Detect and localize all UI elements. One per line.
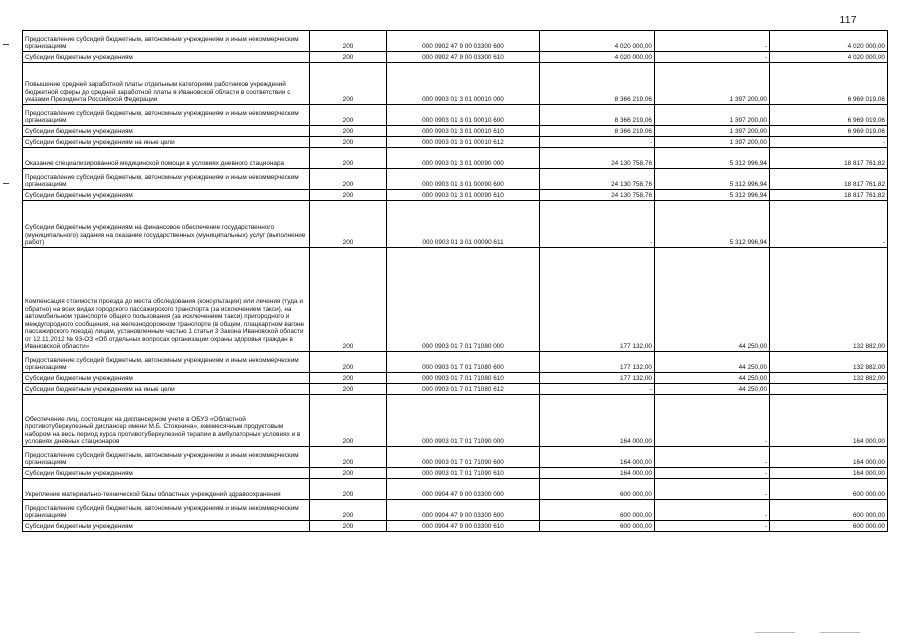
page-number: 117 <box>839 15 857 26</box>
row-value-3: - <box>770 384 888 395</box>
row-name: Субсидии бюджетным учреждениям на финансовое обеспечение государственного (муниципального) задания на оказание государственных (муниципальных) услуг (выполнение работ) <box>23 201 310 248</box>
table-row <box>23 468 888 479</box>
table-row <box>23 126 888 137</box>
row-value-1: 600 000,00 <box>540 521 655 532</box>
table-row <box>23 521 888 532</box>
row-name: Субсидии бюджетным учреждениям на иные цели <box>23 137 310 148</box>
table-row <box>23 500 888 521</box>
row-csr-code: 000 0903 01 3 01 00010 600 <box>387 105 540 126</box>
row-name: Оказание специализированной медицинской помощи в условиях дневного стационара <box>23 148 310 169</box>
row-value-3: 18 817 761,82 <box>770 148 888 169</box>
row-value-3: 18 817 761,82 <box>770 190 888 201</box>
row-csr-code: 000 0904 47 9 00 03300 000 <box>387 479 540 500</box>
margin-mark <box>3 44 9 45</box>
row-name: Компенсация стоимости проезда до места обследования (консультации) или лечения (туда и обратно) на всех видах городского пассажирского транспорта (за исключением такси), на автомобильном транспорте общего пользования (за исключением такси) пригородного и междугородного сообщения, на железнодорожном транспорте (в общем, плацкартном вагоне пассажирского поезда) лицам, установленным частью 1 статьи 3 Закона Ивановской области от 12.11.2012 № 93-ОЗ «Об отдельных вопросах организации охраны здоровья граждан в Ивановской области» <box>23 248 310 352</box>
row-name: Предоставление субсидий бюджетным, автономным учреждениям и иным некоммерческим организациям <box>23 169 310 190</box>
row-code: 200 <box>310 479 387 500</box>
table-row <box>23 248 888 352</box>
row-value-3: 6 969 019,06 <box>770 105 888 126</box>
row-value-3: 4 020 000,00 <box>770 52 888 63</box>
table-row <box>23 137 888 148</box>
table-row <box>23 190 888 201</box>
row-value-2: 5 312 996,94 <box>655 190 770 201</box>
row-code: 200 <box>310 190 387 201</box>
row-name: Обеспечение лиц, состоящих на диспансерном учете в ОБУЗ «Областной противотуберкулезный диспансер имени М.Б. Стоюнина», ежемесячным продуктовым набором на весь период курса противотуберкулезной терапии в амбулаторных условиях и в условиях дневных стационаров <box>23 395 310 447</box>
row-csr-code: 000 0903 01 3 01 00090 600 <box>387 169 540 190</box>
row-value-2: - <box>655 521 770 532</box>
table-row <box>23 447 888 468</box>
row-value-3: 164 000,00 <box>770 447 888 468</box>
table-row <box>23 169 888 190</box>
row-code: 200 <box>310 373 387 384</box>
row-code: 200 <box>310 105 387 126</box>
row-code: 200 <box>310 126 387 137</box>
row-value-1: 8 366 219,06 <box>540 105 655 126</box>
row-value-2: 1 397 200,00 <box>655 105 770 126</box>
row-csr-code: 000 0903 01 3 01 00010 000 <box>387 63 540 105</box>
row-code: 200 <box>310 447 387 468</box>
row-csr-code: 000 0903 01 7 01 71080 000 <box>387 248 540 352</box>
row-value-1: 177 132,00 <box>540 352 655 373</box>
row-code: 200 <box>310 169 387 190</box>
row-value-3: 600 000,00 <box>770 500 888 521</box>
row-csr-code: 000 0903 01 7 01 71080 610 <box>387 373 540 384</box>
row-value-3: 164 000,00 <box>770 468 888 479</box>
row-csr-code: 000 0903 01 3 01 00090 611 <box>387 201 540 248</box>
row-value-3: - <box>770 137 888 148</box>
row-value-1: 177 132,00 <box>540 373 655 384</box>
row-csr-code: 000 0903 01 7 01 71090 600 <box>387 447 540 468</box>
row-code: 200 <box>310 148 387 169</box>
row-code: 200 <box>310 248 387 352</box>
row-value-2: 44 250,00 <box>655 248 770 352</box>
row-name: Субсидии бюджетным учреждениям <box>23 190 310 201</box>
row-code: 200 <box>310 63 387 105</box>
table-row <box>23 105 888 126</box>
row-value-2: - <box>655 479 770 500</box>
row-name: Укрепление материально-технической базы областных учреждений здравоохранения <box>23 479 310 500</box>
table-row <box>23 352 888 373</box>
row-csr-code: 000 0903 01 3 01 00010 610 <box>387 126 540 137</box>
row-code: 200 <box>310 31 387 52</box>
row-value-1: 600 000,00 <box>540 479 655 500</box>
row-value-2: 5 312 996,94 <box>655 201 770 248</box>
row-value-2: - <box>655 52 770 63</box>
row-value-3: 164 000,00 <box>770 395 888 447</box>
row-value-2: - <box>655 31 770 52</box>
row-csr-code: 000 0903 01 3 01 00010 612 <box>387 137 540 148</box>
row-name: Предоставление субсидий бюджетным, автономным учреждениям и иным некоммерческим организациям <box>23 31 310 52</box>
row-value-1: 24 130 758,76 <box>540 148 655 169</box>
row-code: 200 <box>310 201 387 248</box>
row-csr-code: 000 0903 01 3 01 00090 000 <box>387 148 540 169</box>
table-row <box>23 63 888 105</box>
row-code: 200 <box>310 521 387 532</box>
row-value-1: 164 000,00 <box>540 395 655 447</box>
row-value-3: 132 882,00 <box>770 373 888 384</box>
row-value-2: 5 312 996,94 <box>655 169 770 190</box>
row-value-1: - <box>540 201 655 248</box>
row-value-3: 4 020 000,00 <box>770 31 888 52</box>
table-row <box>23 384 888 395</box>
row-csr-code: 000 0903 01 7 01 71090 610 <box>387 468 540 479</box>
row-value-1: - <box>540 384 655 395</box>
row-name: Субсидии бюджетным учреждениям <box>23 126 310 137</box>
row-csr-code: 000 0903 01 3 01 00090 610 <box>387 190 540 201</box>
row-value-2: 44 250,00 <box>655 373 770 384</box>
row-code: 200 <box>310 137 387 148</box>
table-row <box>23 479 888 500</box>
row-value-3: 600 000,00 <box>770 521 888 532</box>
row-name: Повышение средней заработной платы отдельным категориям работников учреждений бюджетной сферы до средней заработной платы в Ивановской области в соответствии с указами Президента Российской Федерации <box>23 63 310 105</box>
row-value-2: 44 250,00 <box>655 352 770 373</box>
row-csr-code: 000 0902 47 9 00 03300 600 <box>387 31 540 52</box>
row-value-2: - <box>655 447 770 468</box>
row-value-3: 132 882,00 <box>770 248 888 352</box>
table-row <box>23 31 888 52</box>
row-csr-code: 000 0904 47 9 00 03300 610 <box>387 521 540 532</box>
row-value-2: - <box>655 500 770 521</box>
row-code: 200 <box>310 384 387 395</box>
row-code: 200 <box>310 395 387 447</box>
row-value-2: 5 312 996,94 <box>655 148 770 169</box>
row-name: Субсидии бюджетным учреждениям <box>23 373 310 384</box>
row-value-2: 1 397 200,00 <box>655 126 770 137</box>
row-value-2: 44 250,00 <box>655 384 770 395</box>
row-value-3: 600 000,00 <box>770 479 888 500</box>
row-value-1: 24 130 758,76 <box>540 169 655 190</box>
row-name: Предоставление субсидий бюджетным, автономным учреждениям и иным некоммерческим организациям <box>23 352 310 373</box>
budget-table <box>22 30 888 532</box>
table-row <box>23 395 888 447</box>
row-value-3: 6 969 019,06 <box>770 63 888 105</box>
row-value-3: 18 817 761,82 <box>770 169 888 190</box>
row-csr-code: 000 0902 47 9 00 03300 610 <box>387 52 540 63</box>
row-value-2: 1 397 200,00 <box>655 137 770 148</box>
row-value-3: 6 969 019,06 <box>770 126 888 137</box>
row-code: 200 <box>310 52 387 63</box>
row-value-1: - <box>540 137 655 148</box>
row-value-1: 4 020 000,00 <box>540 52 655 63</box>
row-value-1: 164 000,00 <box>540 447 655 468</box>
row-name: Предоставление субсидий бюджетным, автономным учреждениям и иным некоммерческим организациям <box>23 105 310 126</box>
row-name: Предоставление субсидий бюджетным, автономным учреждениям и иным некоммерческим организациям <box>23 500 310 521</box>
row-value-1: 24 130 758,76 <box>540 190 655 201</box>
row-value-2: - <box>655 395 770 447</box>
row-value-1: 164 000,00 <box>540 468 655 479</box>
margin-mark <box>3 183 9 184</box>
row-csr-code: 000 0903 01 7 01 71090 000 <box>387 395 540 447</box>
row-code: 200 <box>310 468 387 479</box>
row-code: 200 <box>310 500 387 521</box>
table-row <box>23 201 888 248</box>
row-value-3: - <box>770 201 888 248</box>
row-value-2: - <box>655 468 770 479</box>
row-value-1: 177 132,00 <box>540 248 655 352</box>
row-value-2: 1 397 200,00 <box>655 63 770 105</box>
row-value-1: 8 366 219,06 <box>540 126 655 137</box>
row-value-3: 132 882,00 <box>770 352 888 373</box>
row-value-1: 4 020 000,00 <box>540 31 655 52</box>
row-csr-code: 000 0904 47 9 00 03300 600 <box>387 500 540 521</box>
row-value-1: 600 000,00 <box>540 500 655 521</box>
row-value-1: 8 366 219,06 <box>540 63 655 105</box>
row-name: Субсидии бюджетным учреждениям <box>23 52 310 63</box>
row-csr-code: 000 0903 01 7 01 71080 612 <box>387 384 540 395</box>
row-code: 200 <box>310 352 387 373</box>
row-name: Субсидии бюджетным учреждениям на иные цели <box>23 384 310 395</box>
table-row <box>23 373 888 384</box>
row-name: Предоставление субсидий бюджетным, автономным учреждениям и иным некоммерческим организациям <box>23 447 310 468</box>
table-row <box>23 52 888 63</box>
row-name: Субсидии бюджетным учреждениям <box>23 521 310 532</box>
table-row <box>23 148 888 169</box>
row-csr-code: 000 0903 01 7 01 71080 600 <box>387 352 540 373</box>
row-name: Субсидии бюджетным учреждениям <box>23 468 310 479</box>
